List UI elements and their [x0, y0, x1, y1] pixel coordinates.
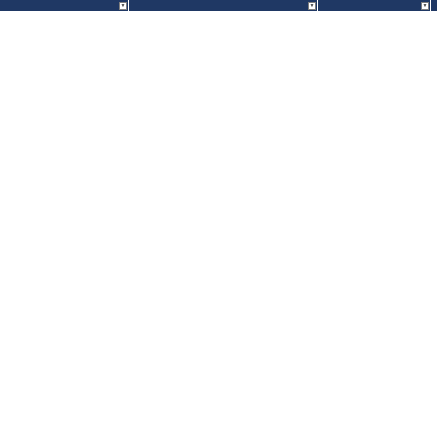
header-row: [0, 0, 437, 11]
header-description[interactable]: [129, 0, 318, 11]
header-item[interactable]: [0, 0, 129, 11]
header-spacer: [431, 0, 437, 11]
header-cadence[interactable]: [318, 0, 431, 11]
filter-dropdown-icon[interactable]: ▼: [120, 2, 126, 9]
filter-dropdown-icon[interactable]: ▼: [309, 2, 315, 9]
filter-dropdown-icon[interactable]: ▼: [422, 2, 428, 9]
